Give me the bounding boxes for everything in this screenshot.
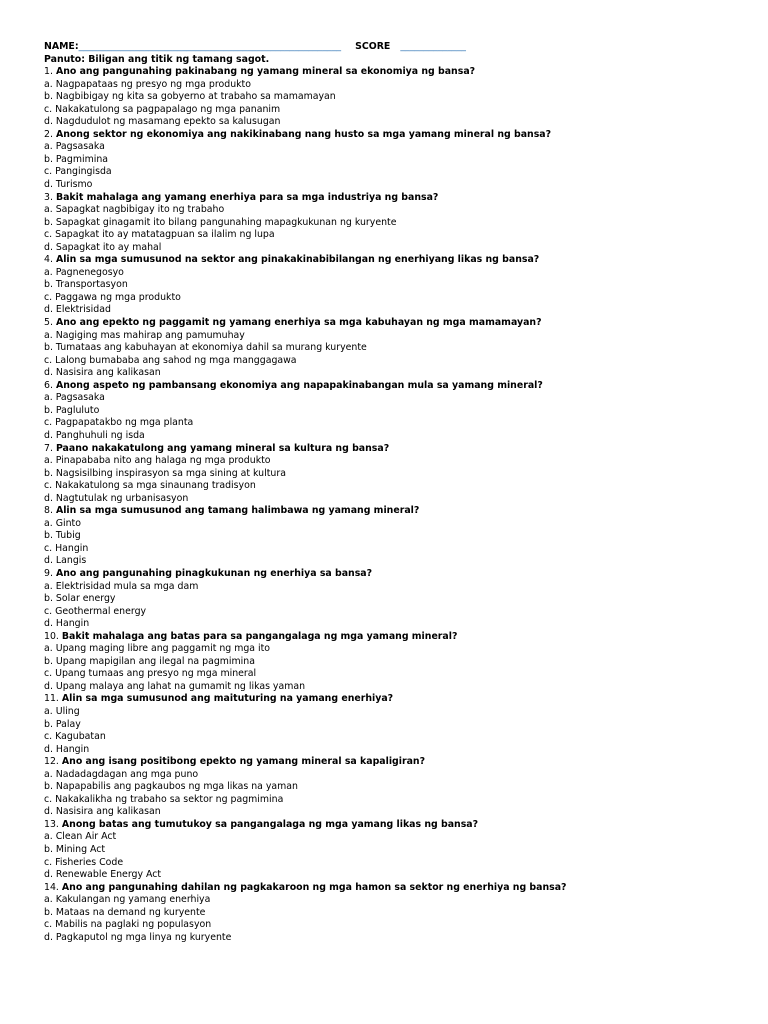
choice-b: b. Tumataas ang kabuhayan at ekonomiya dahil sa murang kuryente <box>44 342 367 354</box>
question-text: Alin sa mga sumusunod ang maituturing na yamang enerhiya? <box>61 693 394 705</box>
question-text: Ano ang pangunahing pakinabang ng yamang mineral sa ekonomiya ng bansa? <box>55 66 476 78</box>
question-6 <box>44 380 744 393</box>
question-text: Anong batas ang tumutukoy sa pangangalaga ng mga yamang likas ng bansa? <box>61 818 479 830</box>
choice-a: a. Sapagkat nagbibigay ito ng trabaho <box>44 204 225 216</box>
question-11 <box>44 693 744 706</box>
name-blank: ________________________________________________________ <box>78 41 342 52</box>
choice-a: a. Nagpapataas ng presyo ng mga produkto <box>44 78 251 90</box>
choice-a: a. Pagnenegosyo <box>44 266 124 278</box>
name-label: NAME: <box>44 41 79 52</box>
question-text: Anong aspeto ng pambansang ekonomiya ang napapakinabangan mula sa yamang mineral? <box>55 379 543 391</box>
question-number: 11. <box>44 693 59 705</box>
choice-c: c. Mabilis na paglaki ng populasyon <box>44 919 212 931</box>
question-1 <box>44 66 744 79</box>
header-line <box>44 41 744 54</box>
question-number: 9. <box>44 567 53 579</box>
choice-c: c. Upang tumaas ang presyo ng mga mineral <box>44 668 257 680</box>
choice-d: d. Langis <box>44 555 87 567</box>
question-text: Ano ang pangunahing pinagkukunan ng enerhiya sa bansa? <box>55 567 373 579</box>
choice-c: c. Hangin <box>44 542 89 554</box>
question-number: 13. <box>44 818 59 830</box>
choice-d: d. Hangin <box>44 618 90 630</box>
question-number: 4. <box>44 254 53 266</box>
question-text: Bakit mahalaga ang yamang enerhiya para sa mga industriya ng bansa? <box>55 191 439 203</box>
choice-b: b. Sapagkat ginagamit ito bilang pangunahing mapagkukunan ng kuryente <box>44 216 397 228</box>
choice-d: d. Nasisira ang kalikasan <box>44 367 161 379</box>
question-5 <box>44 317 744 330</box>
question-2 <box>44 129 744 142</box>
question-text: Ano ang isang positibong epekto ng yamang mineral sa kapaligiran? <box>61 756 426 768</box>
question-number: 1. <box>44 66 53 78</box>
choice-d: d. Nagdudulot ng masamang epekto sa kalusugan <box>44 116 281 128</box>
choice-b: b. Solar energy <box>44 593 116 605</box>
question-9 <box>44 568 744 581</box>
question-text: Anong sektor ng ekonomiya ang nakikinabang nang husto sa mga yamang mineral ng bansa? <box>55 128 552 140</box>
question-number: 8. <box>44 505 53 517</box>
choice-a: a. Pinapababa nito ang halaga ng mga produkto <box>44 455 271 467</box>
instructions: Panuto: Biligan ang titik ng tamang sagot. <box>44 53 270 65</box>
choice-d: d. Sapagkat ito ay mahal <box>44 241 162 253</box>
choice-c: c. Pangingisda <box>44 166 112 178</box>
choice-a: a. Nagiging mas mahirap ang pamumuhay <box>44 329 245 341</box>
question-text: Alin sa mga sumusunod ang tamang halimbawa ng yamang mineral? <box>55 505 420 517</box>
question-number: 3. <box>44 191 53 203</box>
question-number: 10. <box>44 630 59 642</box>
choice-d: d. Panghuhuli ng isda <box>44 429 145 441</box>
choice-b: b. Napapabilis ang pagkaubos ng mga likas na yaman <box>44 781 298 793</box>
choice-d: d. Hangin <box>44 743 90 755</box>
score-blank: ______________ <box>400 41 466 52</box>
question-13 <box>44 819 744 832</box>
question-list <box>44 66 744 944</box>
question-number: 7. <box>44 442 53 454</box>
question-number: 14. <box>44 881 59 893</box>
choice-a: a. Nadadagdagan ang mga puno <box>44 768 199 780</box>
choice-c: c. Paggawa ng mga produkto <box>44 291 181 303</box>
choice-a: a. Pagsasaka <box>44 141 105 153</box>
choice-a: a. Upang maging libre ang paggamit ng mga ito <box>44 643 271 655</box>
choice-b: b. Tubig <box>44 530 81 542</box>
choice-c: c. Nakakatulong sa mga sinaunang tradisyon <box>44 480 256 492</box>
choice-d: d. Pagkaputol ng mga linya ng kuryente <box>44 931 232 943</box>
choice-a: a. Kakulangan ng yamang enerhiya <box>44 894 211 906</box>
question-number: 2. <box>44 128 53 140</box>
choice-b: b. Nagbibigay ng kita sa gobyerno at trabaho sa mamamayan <box>44 91 336 103</box>
question-number: 6. <box>44 379 53 391</box>
choice-a: a. Elektrisidad mula sa mga dam <box>44 580 199 592</box>
score-label: SCORE <box>355 41 391 52</box>
choice-c: c. Pagpapatakbo ng mga planta <box>44 417 194 429</box>
question-text: Paano nakakatulong ang yamang mineral sa kultura ng bansa? <box>55 442 390 454</box>
question-10 <box>44 631 744 644</box>
choice-b: b. Pagluluto <box>44 404 100 416</box>
choice-b: b. Transportasyon <box>44 279 128 291</box>
choice-d: d. Upang malaya ang lahat na gumamit ng likas yaman <box>44 680 306 692</box>
choice-a: a. Uling <box>44 705 80 717</box>
choice-c: c. Lalong bumababa ang sahod ng mga manggagawa <box>44 354 297 366</box>
choice-c: c. Geothermal energy <box>44 605 147 617</box>
choice-b: b. Mataas na demand ng kuryente <box>44 906 206 918</box>
choice-c: c. Nakakalikha ng trabaho sa sektor ng pagmimina <box>44 793 284 805</box>
choice-d: d. Nasisira ang kalikasan <box>44 806 161 818</box>
choice-c: c. Fisheries Code <box>44 856 124 868</box>
question-4 <box>44 254 744 267</box>
question-number: 12. <box>44 756 59 768</box>
choice-c: c. Nakakatulong sa pagpapalago ng mga pananim <box>44 103 281 115</box>
choice-a: a. Pagsasaka <box>44 392 105 404</box>
question-3 <box>44 192 744 205</box>
choice-b: b. Upang mapigilan ang ilegal na pagmimina <box>44 655 255 667</box>
choice-b: b. Pagmimina <box>44 153 108 165</box>
choice-a: a. Ginto <box>44 517 81 529</box>
choice-d: d. Nagtutulak ng urbanisasyon <box>44 492 189 504</box>
choice-d: d. Renewable Energy Act <box>44 869 162 881</box>
choice-c: c. Kagubatan <box>44 731 106 743</box>
question-number: 5. <box>44 317 53 329</box>
worksheet <box>44 41 744 944</box>
choice-b: b. Mining Act <box>44 844 106 855</box>
choice-a: a. Clean Air Act <box>44 831 117 843</box>
question-12 <box>44 756 744 769</box>
question-14 <box>44 882 744 895</box>
question-8 <box>44 505 744 518</box>
question-text: Ano ang epekto ng paggamit ng yamang enerhiya sa mga kabuhayan ng mga mamamayan? <box>55 317 542 329</box>
question-7 <box>44 443 744 456</box>
question-text: Alin sa mga sumusunod na sektor ang pinakakinabibilangan ng enerhiyang likas ng bansa? <box>55 254 540 266</box>
choice-d: d. Elektrisidad <box>44 304 111 316</box>
choice-c: c. Sapagkat ito ay matatagpuan sa ilalim ng lupa <box>44 229 275 241</box>
choice-b: b. Palay <box>44 718 81 730</box>
choice-b: b. Nagsisilbing inspirasyon sa mga sining at kultura <box>44 467 286 479</box>
question-text: Ano ang pangunahing dahilan ng pagkakaroon ng mga hamon sa sektor ng enerhiya ng bansa? <box>61 881 567 893</box>
choice-d: d. Turismo <box>44 179 93 191</box>
question-text: Bakit mahalaga ang batas para sa pangangalaga ng mga yamang mineral? <box>61 630 458 642</box>
